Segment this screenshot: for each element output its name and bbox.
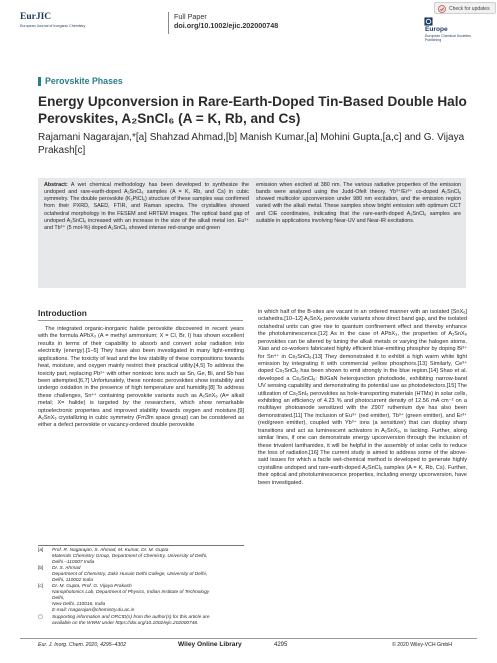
affiliation-line: Nanophotonics Lab, Department of Physics, Indian Institute of Technology — [52, 590, 210, 596]
affiliation-key: ▢ — [38, 614, 43, 620]
category-marker — [38, 77, 41, 86]
affiliation-line: Delhi, 110002 India — [52, 578, 93, 584]
affiliation-key: [a] — [38, 548, 44, 553]
affiliation-line: available on the WWW under https://doi.org/10.1002/ejic.202000748. — [52, 620, 199, 626]
section-heading-introduction: Introduction — [38, 308, 87, 318]
affiliation-line: Department of Chemistry, Zakir Husain Delhi College, University of Delhi, — [52, 572, 208, 578]
abstract-text-right: emission when excited at 380 nm. The various radiative properties of the emission bands were analyzed using the Judd-Ofelt theory. Yb³⁺/Er³⁺ co-doped A₂SnCl₆ showed multicolor upconversion under 980 nm excitation, and the emission region varied with the alkali metal. These samples show bright emission with optimum CCT and CIE coordinates, indicating that the rare-earth-doped A₂SnCl₆ samples are suitable in applications involving Near-UV and Near-IR excitations. — [256, 182, 461, 224]
affiliation-line: Materials Chemistry Group, Department of Chemistry, University of Delhi, — [52, 554, 208, 560]
body-column-left — [38, 326, 244, 430]
body-paragraph: The integrated organic-inorganic halide perovskite discovered in recent years with the formula APbX₃ (A = methyl ammonium; X = Cl, Br, I) has shown excellent results in terms of their capability to absorb and convert solar radiation into electricity (energy).[1–5] They have also been investigated in many light-emitting applications. The toxicity of lead and the low stability of these compositions towards heat, moisture, and oxygen mainly restrict their practical utility.[4,5] To address the toxicity part, replacing Pb²⁺ with other nontoxic ions such as Sn, Ge, Bi, and Sb has been attempted.[6,7] Unfortunately, these nontoxic perovskites show instability and undergo oxidation in the presence of high temperature and humidity.[8] To address these challenges, Sn⁴⁺ containing perovskite variants such as A₂SnX₆ (A= alkali metal; X= halide) is targeted by the researchers, which show remarkable optoelectronic properties and improved stability towards oxygen and moisture.[9] A₂SnX₆ crystallizing in cubic symmetry (Fm3̄m space group) can be considered as either a defect perovskite or vacancy-ordered double perovskite — [38, 326, 244, 429]
check-updates-button[interactable] — [434, 2, 496, 14]
body-column-right — [258, 309, 467, 487]
publisher-logo[interactable] — [424, 16, 494, 40]
abstract-left — [44, 182, 249, 232]
header-divider — [168, 12, 169, 34]
publisher-subtitle: European Chemical Societies Publishing — [425, 34, 471, 42]
chemistry-society-icon — [424, 17, 433, 26]
page-number: 4295 — [274, 642, 288, 648]
page-header — [20, 5, 490, 42]
affiliation-line: Supporting information and ORCID(s) from the author(s) for this article are — [52, 614, 210, 620]
body-paragraph: in which half of the B-sites are vacant in an ordered manner with an isolated [SnX₆] octahedra.[10–12] A₂SnX₆ perovskite variants show direct band gap, and the isolated octahedral units can give rise to quantum confinement effect and thereby enhance the photoluminescence.[12] As in the case of APbX₃, the properties of A₂SnX₆ perovskites can be altered by tuning the alkali metals or varying the halogen atoms. Xiao and co-workers fabricated highly efficient blue-emitting phosphor by doping Bi³⁺ for Sn⁴⁺ in Cs₂SnCl₆.[13] They demonstrated it to exhibit a high warm white light emission by integrating it with commercial yellow phosphors.[13] Similarly, Ce³⁺ doped Cs₂SnCl₆ has been shown to emit strongly in the blue region.[14] Shao et al. developed a Cs₂SnCl₆: Bi/GaN heterojunction photodiode, exhibiting narrow-band UV sensing capability and demonstrating its potential use as photodetectors.[15] The utilization of Cs₂SnI₆ perovskites as hole-transporting materials (HTMs) in solar cells, exhibiting an efficiency of 4.23 % and photocurrent density of 12.56 mA cm⁻² on a multilayer photoanode sensitized with the Z907 ruthenium dye has also been demonstrated.[11] The inclusion of Eu³⁺ (red emitter), Tb³⁺ (green emitter), and Er³⁺ (red/green emitter), coupled with Yb³⁺ ions (a sensitizer) that can display sharp transitions and act as luminescent activators in A₂SnX₆, is lacking. Further, along similar lines, if one can demonstrate energy upconversion through the inclusion of these trivalent lanthanides, it will be helpful in the assembly of solar cells to reduce the loss of radiation.[16] The current study is aimed to address some of the above-said issues for which a facile wet-chemical method is developed to generate highly crystalline undoped and rare-earth-doped A₂SnCl₆ samples (A = K, Rb, Cs). Further, their optical and photoluminescence properties, including energy upconversion, have been investigated. — [258, 309, 467, 486]
affiliation-authors: Prof. R. Nagarajan, S. Ahmad, M. Kumar, Dr. M. Gupta — [52, 548, 169, 553]
affiliation-key: [b] — [38, 566, 44, 572]
affiliations — [38, 548, 244, 627]
abstract-text-left: A wet chemical methodology has been developed to synthesize the undoped and rare-earth-doped A₂SnCl₆ samples (A = K, Rb, and Cs) in cubic symmetry. The double perovskite (K₂PtCl₆) structure of these samples was confirmed from their PXRD, SAED, FTIR, and Raman spectra. The crystallites showed octahedral morphology in the FESEM and HRTEM images. The optical band gap of undoped A₂SnCl₆ increased with an increase in the size of the alkali metal ion. Eu³⁺ and Tb³⁺ (5 mol-%) doped A₂SnCl₆ showed intense red-orange and green — [44, 182, 250, 231]
affiliation-line: Delhi –110007 India — [52, 560, 95, 566]
affiliation-line: New Delhi, 110016, India — [52, 602, 106, 608]
affiliation-item — [38, 566, 244, 584]
journal-logo[interactable]: EurJIC — [20, 12, 52, 22]
abstract-box — [38, 178, 466, 288]
footer-rule — [20, 638, 477, 639]
author-list: Rajamani Nagarajan,*[a] Shahzad Ahmad,[b] Manish Kumar,[a] Mohini Gupta,[a,c] and G. Vijaya Prakash[c] — [38, 132, 465, 156]
article-title: Energy Upconversion in Rare-Earth-Doped Tin-Based Double Halo Perovskites, A₂SnCl₆ (A = K, Rb, and Cs) — [38, 94, 467, 126]
doi-link[interactable]: doi.org/10.1002/ejic.202000748 — [174, 21, 279, 30]
journal-full-name: European Journal of Inorganic Chemistry — [20, 24, 86, 28]
copyright: © 2020 Wiley-VCH GmbH — [392, 642, 453, 648]
paper-type: Full Paper — [174, 12, 207, 21]
affiliation-authors: Dr. M. Gupta, Prof. G. Vijaya Prakash — [52, 584, 132, 590]
affiliation-line: E-mail: rnagarajan@chemistry.du.ac.in — [52, 608, 135, 614]
affiliation-item — [38, 584, 244, 614]
article-category: Perovskite Phases — [45, 76, 123, 86]
affiliation-key: [c] — [38, 584, 44, 590]
section-rule — [38, 320, 243, 321]
affiliation-rule — [38, 545, 244, 546]
affiliation-item — [38, 548, 244, 566]
affiliation-line: Delhi, — [52, 596, 65, 602]
affiliation-authors: Dr. S. Ahmad — [52, 566, 81, 572]
check-updates-label: Check for updates — [449, 5, 490, 12]
publisher-name: Europe — [425, 26, 448, 33]
journal-citation: Eur. J. Inorg. Chem. 2020, 4295–4302 — [38, 642, 127, 648]
affiliation-item — [38, 615, 244, 627]
abstract-label: Abstract: — [44, 182, 68, 188]
check-updates-icon — [438, 5, 446, 13]
wiley-online-library-link[interactable]: Wiley Online Library — [178, 641, 242, 648]
